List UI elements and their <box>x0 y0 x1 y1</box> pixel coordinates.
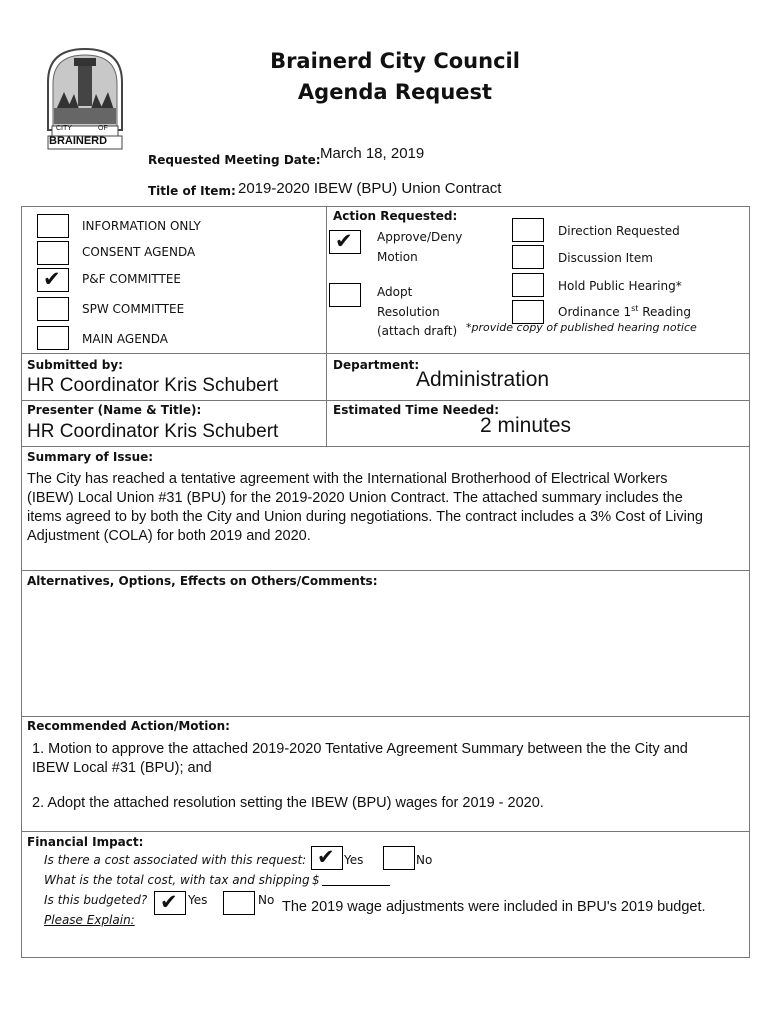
summary-text[interactable] <box>27 470 747 546</box>
ordinance-text: Ordinance 1 <box>558 305 632 319</box>
logo-city-label: CITY <box>56 125 72 132</box>
checkmark-icon: ✔ <box>335 229 353 253</box>
recommended-action-label: Recommended Action/Motion: <box>27 719 230 733</box>
submitted-by-label: Submitted by: <box>27 358 123 372</box>
title-line-1: Brainerd City Council <box>270 49 520 73</box>
recommended-line: IBEW Local #31 (BPU); and <box>32 760 212 776</box>
resolution-label: Resolution <box>377 305 440 319</box>
hearing-notice-note: *provide copy of published hearing notice <box>466 321 697 334</box>
presenter-label: Presenter (Name & Title): <box>27 403 202 417</box>
total-cost-input[interactable] <box>322 884 390 886</box>
divider-v1 <box>326 206 327 446</box>
checkmark-icon: ✔ <box>160 890 178 914</box>
financial-impact-label: Financial Impact: <box>27 835 144 849</box>
checkbox-adopt-resolution[interactable] <box>329 283 361 307</box>
ordinance-reading-label <box>558 304 691 319</box>
divider-4 <box>21 570 749 571</box>
budgeted-yes-label: Yes <box>188 893 208 907</box>
checkbox-approve-deny-motion[interactable] <box>329 230 361 254</box>
agenda-type-label: SPW COMMITTEE <box>82 302 185 316</box>
direction-requested-label: Direction Requested <box>558 224 680 238</box>
title-of-item-label: Title of Item: <box>148 184 236 198</box>
logo-name-label: BRAINERD <box>49 135 108 147</box>
city-logo <box>44 46 126 150</box>
checkbox-discussion-item[interactable] <box>512 245 544 269</box>
divider-2 <box>21 400 749 401</box>
cost-yes-label: Yes <box>344 853 364 867</box>
checkbox-spw-committee[interactable] <box>37 297 69 321</box>
reading-text: Reading <box>638 305 691 319</box>
title-line-2: Agenda Request <box>297 80 493 104</box>
motion-label: Motion <box>377 250 418 264</box>
divider-3 <box>21 446 749 447</box>
checkbox-main-agenda[interactable] <box>37 326 69 350</box>
agenda-type-label: P&F COMMITTEE <box>82 272 181 286</box>
checkmark-icon: ✔ <box>317 845 335 869</box>
summary-label: Summary of Issue: <box>27 450 154 464</box>
divider-6 <box>21 831 749 832</box>
checkbox-cost-yes[interactable] <box>311 846 343 870</box>
checkbox-budgeted-yes[interactable] <box>154 891 186 915</box>
adopt-label: Adopt <box>377 285 413 299</box>
agenda-type-label: MAIN AGENDA <box>82 332 168 346</box>
please-explain-label: Please Explain: <box>44 913 135 927</box>
cost-question-label: Is there a cost associated with this request: <box>44 853 307 867</box>
total-cost-label: What is the total cost, with tax and shipping <box>44 873 310 887</box>
divider-1 <box>21 353 749 354</box>
dollar-sign: $ <box>312 873 320 887</box>
action-requested-label: Action Requested: <box>333 209 458 223</box>
budgeted-no-label: No <box>258 893 275 907</box>
alternatives-field[interactable] <box>27 592 742 710</box>
department-value[interactable]: Administration <box>416 368 550 391</box>
attach-draft-label: (attach draft) <box>377 324 458 338</box>
summary-line: items agreed to by both the City and Union during negotiations. The contract includes a 3% Cost of Living <box>27 509 703 525</box>
estimated-time-value[interactable]: 2 minutes <box>480 414 572 437</box>
meeting-date-value[interactable]: March 18, 2019 <box>320 145 425 162</box>
department-label: Department: <box>333 358 420 372</box>
checkbox-pf-committee[interactable] <box>37 268 69 292</box>
discussion-item-label: Discussion Item <box>558 251 653 265</box>
ordinance-superscript: st <box>631 304 639 313</box>
cost-no-label: No <box>416 853 433 867</box>
recommended-line: 2. Adopt the attached resolution setting the IBEW (BPU) wages for 2019 - 2020. <box>32 795 544 811</box>
divider-5 <box>21 716 749 717</box>
agenda-type-label: CONSENT AGENDA <box>82 245 196 259</box>
checkbox-cost-no[interactable] <box>383 846 415 870</box>
budgeted-question-label: Is this budgeted? <box>44 893 148 907</box>
agenda-type-label: INFORMATION ONLY <box>82 219 201 233</box>
budget-explanation[interactable]: The 2019 wage adjustments were included in BPU's 2019 budget. <box>282 899 706 915</box>
logo-of-label: OF <box>98 125 108 132</box>
submitted-by-value[interactable]: HR Coordinator Kris Schubert <box>27 375 279 396</box>
presenter-value[interactable]: HR Coordinator Kris Schubert <box>27 421 279 442</box>
alternatives-label: Alternatives, Options, Effects on Others/Comments: <box>27 574 378 588</box>
recommended-line: 1. Motion to approve the attached 2019-2020 Tentative Agreement Summary between the the City and <box>32 741 688 757</box>
summary-line: (IBEW) Local Union #31 (BPU) for the 2019-2020 Union Contract. The attached summary includes the <box>27 490 683 506</box>
checkbox-direction-requested[interactable] <box>512 218 544 242</box>
checkbox-information-only[interactable] <box>37 214 69 238</box>
checkbox-hold-public-hearing[interactable] <box>512 273 544 297</box>
estimated-time-label: Estimated Time Needed: <box>333 403 499 417</box>
recommended-action-text[interactable] <box>32 740 747 813</box>
approve-deny-label: Approve/Deny <box>377 230 463 244</box>
hold-public-hearing-label: Hold Public Hearing* <box>558 279 682 293</box>
checkbox-consent-agenda[interactable] <box>37 241 69 265</box>
checkmark-icon: ✔ <box>43 267 61 291</box>
summary-line: Adjustment (COLA) for both 2019 and 2020. <box>27 528 311 544</box>
summary-line: The City has reached a tentative agreement with the International Brotherhood of Electrical Workers <box>27 471 668 487</box>
title-of-item-value[interactable]: 2019-2020 IBEW (BPU) Union Contract <box>238 180 502 197</box>
checkbox-budgeted-no[interactable] <box>223 891 255 915</box>
page-title <box>200 46 590 108</box>
meeting-date-label: Requested Meeting Date: <box>148 153 321 167</box>
